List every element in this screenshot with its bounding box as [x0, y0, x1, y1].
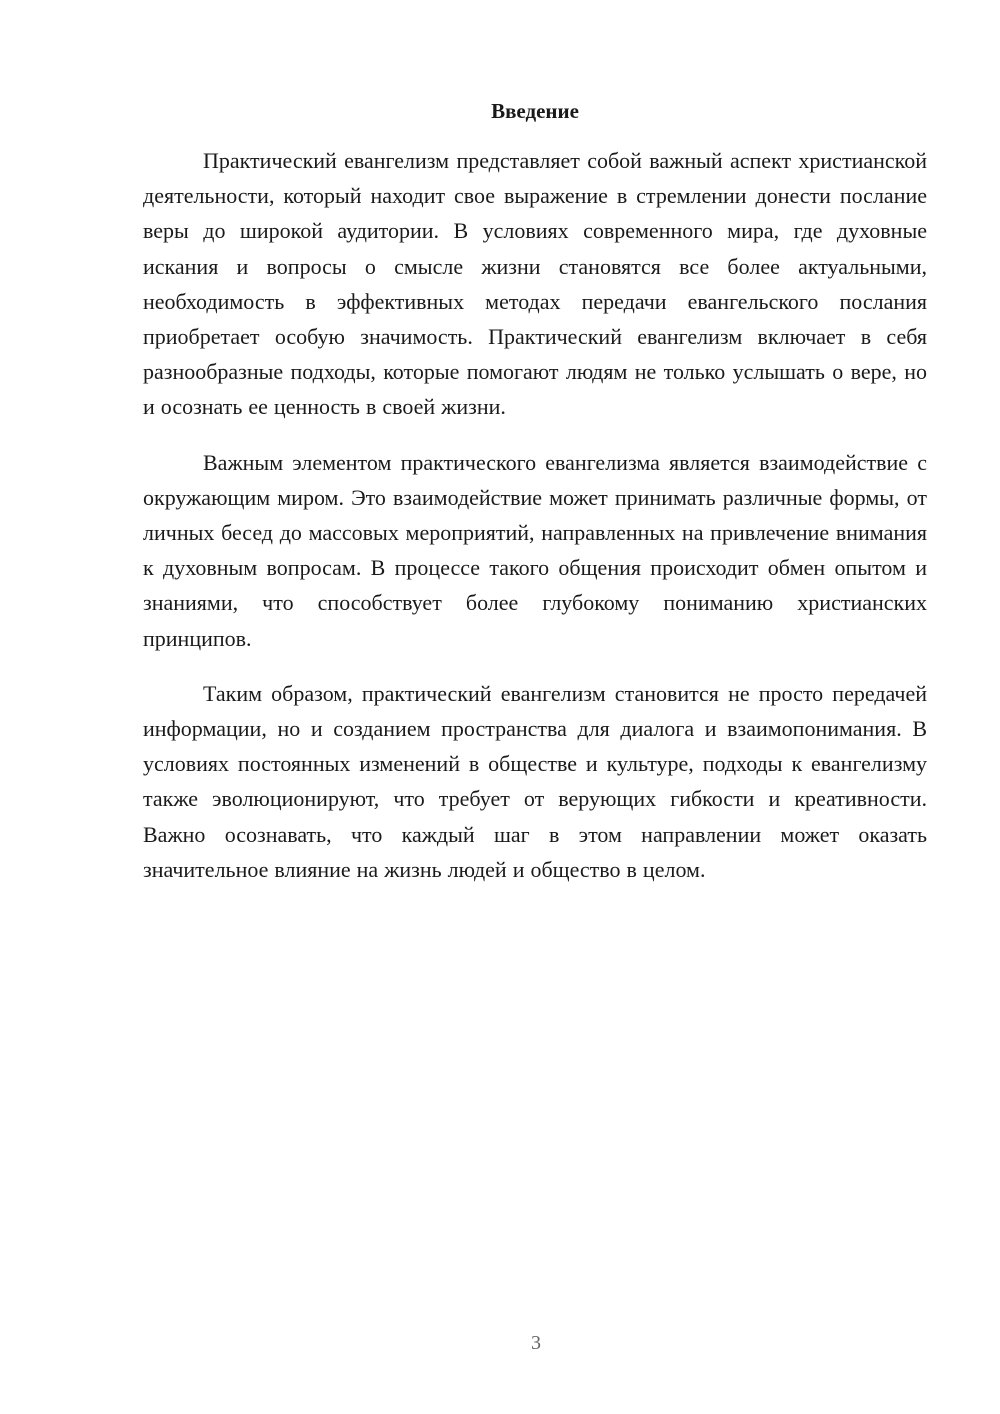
paragraph-2: Важным элементом практического евангелизма является взаимодействие с окружающим миром. Это взаимодействие может принимать различные формы, от личных бесед до массовых мероприятий, направленных на привлечение внимания к духовным вопросам. В процессе такого общения происходит обмен опытом и знаниями, что способствует более глубокому пониманию христианских принципов.: [143, 449, 927, 651]
paragraph-3: Таким образом, практический евангелизм становится не просто передачей информации, но и созданием пространства для диалога и взаимопонимания. В условиях постоянных изменений в обществе и культуре, подходы к евангелизму также эволюционируют, что требует от верующих гибкости и креативности. Важно осознавать, что каждый шаг в этом направлении может оказать значительное влияние на жизнь людей и общество в целом.: [143, 680, 927, 882]
paragraph-1: Практический евангелизм представляет собой важный аспект христианской деятельности, который находит свое выражение в стремлении донести послание веры до широкой аудитории. В условиях современного мира, где духовные искания и вопросы о смысле жизни становятся все более актуальными, необходимость в эффективных методах передачи евангельского послания приобретает особую значимость. Практический евангелизм включает в себя разнообразные подходы, которые помогают людям не только услышать о вере, но и осознать ее ценность в своей жизни.: [143, 148, 927, 420]
document-body: [143, 143, 927, 907]
section-heading: Введение: [491, 99, 579, 123]
page-number: 3: [531, 1332, 541, 1354]
